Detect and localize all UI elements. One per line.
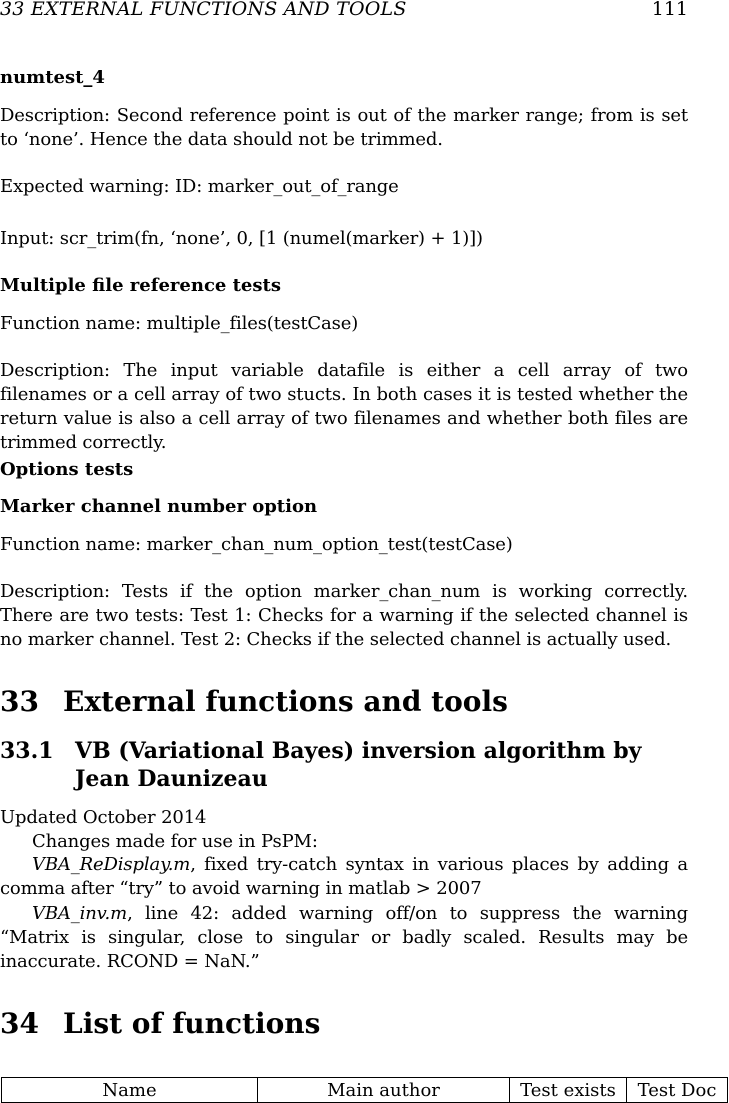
marker-channel-option-heading: Marker channel number option [0, 496, 318, 517]
running-head [0, 0, 688, 20]
numtest4-input: Input: scr_trim(fn, ‘none’, 0, [1 (numel(marker) + 1)]) [0, 228, 483, 249]
change-2 [0, 902, 688, 974]
marker-channel-description: Description: Tests if the option marker_chan_num is working correctly. There are two tests: Test 1: Checks for a warning if the selected channel is no marker channel. Test 2: Checks if the selected channel is actually used. [0, 581, 688, 650]
marker-channel-function-name: Function name: marker_chan_num_option_test(testCase) [0, 534, 513, 555]
change-2-file: VBA_inv.m [32, 903, 128, 924]
page-number: 111 [651, 0, 688, 20]
change-1 [0, 853, 688, 901]
section-33-1-title: VB (Variational Bayes) inversion algorithm by Jean Daunizeau [75, 738, 642, 792]
functions-table [1, 1077, 728, 1103]
multiple-files-description: Description: The input variable datafile is either a cell array of two filenames or a cell array of two stucts. In both cases it is tested whether the return value is also a cell array of two filenames and whether both files are trimmed correctly. [0, 360, 688, 453]
change-1-text: , fixed try-catch syntax in various places by adding a comma after “try” to avoid warning in matlab > 2007 [0, 854, 688, 899]
changes-intro: Changes made for use in PsPM: [32, 831, 318, 852]
running-head-title: 33 EXTERNAL FUNCTIONS AND TOOLS [0, 0, 407, 20]
change-2-text: , line 42: added warning off/on to suppress the warning “Matrix is singular, close to singular or badly scaled. Results may be inaccurate. RCOND = NaN.” [0, 903, 688, 972]
numtest4-description: Description: Second reference point is out of the marker range; from is set to ‘none’. Hence the data should not be trimmed. [0, 105, 688, 150]
header-test-exists: Test exists [510, 1078, 627, 1103]
table-header-row [2, 1078, 728, 1103]
options-tests-heading: Options tests [0, 459, 134, 480]
header-test-doc: Test Doc [627, 1078, 728, 1103]
section-34-title: List of functions [63, 1007, 321, 1040]
section-34-number: 34 [0, 1007, 39, 1040]
section-33-1-heading [0, 737, 688, 793]
header-name: Name [2, 1078, 258, 1103]
change-1-file: VBA_ReDisplay.m [32, 854, 191, 875]
section-34-heading [0, 1008, 688, 1040]
header-main-author: Main author [258, 1078, 510, 1103]
multiple-files-function-name: Function name: multiple_files(testCase) [0, 313, 359, 334]
section-33-number: 33 [0, 685, 39, 718]
section-33-heading [0, 686, 688, 718]
multiple-files-heading: Multiple file reference tests [0, 275, 281, 296]
numtest4-heading: numtest_4 [0, 67, 105, 88]
numtest4-warning: Expected warning: ID: marker_out_of_range [0, 176, 399, 197]
section-33-title: External functions and tools [63, 685, 508, 718]
updated-line: Updated October 2014 [0, 807, 207, 828]
section-33-1-number: 33.1 [0, 738, 54, 764]
